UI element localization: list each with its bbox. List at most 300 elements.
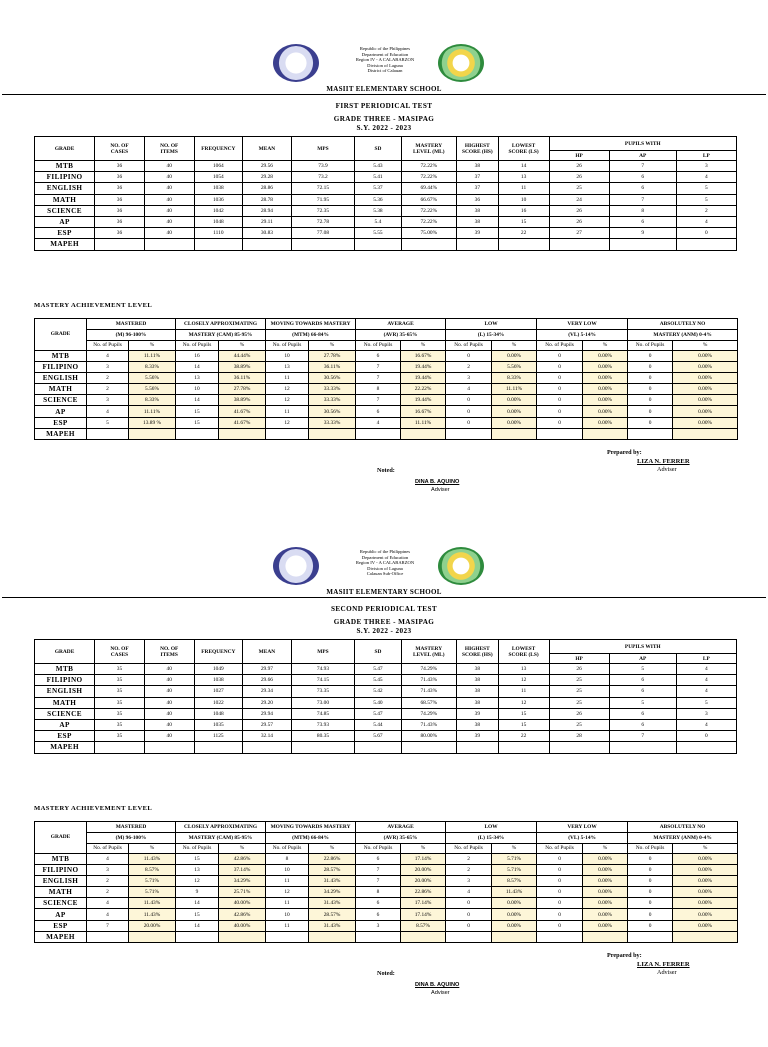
table-cell: 2 [87,373,129,384]
col-percent: % [401,844,446,854]
table-cell: 8.57% [401,920,446,931]
col-no-of-pupils: No. of Pupils [266,844,309,854]
table-cell: 0.00% [583,373,628,384]
col-mean: MEAN [243,137,292,161]
table-cell: 0.00% [583,920,628,931]
table-cell: 0 [537,351,583,362]
table-cell: 29.66 [243,675,292,686]
table-cell [537,428,583,439]
table-cell: 4 [676,216,736,227]
col-highest: HIGHEST SCORE (HS) [457,137,499,161]
table-cell [219,428,266,439]
table-cell: 40 [144,216,194,227]
mastery-group-6: ABSOLUTELY NO [628,319,738,330]
table-cell: 5.55 [355,228,401,239]
table-cell: 1022 [194,697,243,708]
col-hp: HP [549,654,609,664]
table-cell: 73.2 [291,172,355,183]
table-cell: 5.71% [129,876,176,887]
table-cell: 2 [446,854,492,865]
mastery-range-3: (AVR) 35-65% [356,833,446,844]
table-cell [457,742,499,753]
grade-section: GRADE THREE - MASIPAG [333,618,435,626]
table-cell: 0 [446,395,492,406]
table-cell: 27 [549,228,609,239]
table-cell: 38 [457,161,499,172]
col-lowest: LOWEST SCORE (LS) [498,137,549,161]
table-row [35,216,737,227]
table-cell [676,742,736,753]
table-row [35,183,737,194]
mastery-range-3: (AVR) 35-65% [356,330,446,341]
table-cell [266,428,309,439]
col-no-of-pupils: No. of Pupils [87,844,129,854]
subject-cell: ESP [35,228,95,239]
table-cell [498,742,549,753]
table-cell: 1038 [194,675,243,686]
mastery-range-0: (M) 96-100% [87,330,176,341]
table-cell: 1035 [194,719,243,730]
table-cell: 0.00% [583,406,628,417]
table-cell: 37 [457,172,499,183]
table-cell [144,239,194,250]
district-seal-icon [438,44,484,82]
table-cell: 0.00% [492,909,537,920]
table-cell: 25 [549,183,609,194]
table-row [35,854,738,865]
table-cell: 3 [676,708,736,719]
table-cell: 39 [457,731,499,742]
table-cell: 4 [87,406,129,417]
table-cell: 16 [498,205,549,216]
col-mean: MEAN [243,640,292,664]
table-cell: 38 [457,205,499,216]
mastery-subheader-row [35,844,738,854]
table-cell: 26 [549,216,609,227]
table-cell: 38 [457,686,499,697]
table-cell: 1042 [194,205,243,216]
table-cell: 1048 [194,216,243,227]
table-cell: 0.00% [583,417,628,428]
col-percent: % [309,844,356,854]
col-percent: % [673,341,738,351]
table-cell: 0.00% [673,876,738,887]
preparer-name: LIZA N. FERRER [637,458,690,465]
table-cell: 16.67% [401,351,446,362]
table-cell: 36 [95,194,145,205]
table-cell: 14 [176,362,219,373]
table-cell: 32.14 [243,731,292,742]
school-name: MASIIT ELEMENTARY SCHOOL [326,588,442,596]
subject-cell: FILIPINO [35,172,95,183]
table-cell: 5.36 [355,194,401,205]
subject-cell: AP [35,909,87,920]
table-cell: 3 [87,362,129,373]
table-cell [291,239,355,250]
table-cell: 3 [356,920,401,931]
subject-cell: MTB [35,351,87,362]
table-cell: 22 [498,228,549,239]
subject-cell: MAPEH [35,239,95,250]
table-cell: 11 [498,183,549,194]
table-cell: 74.85 [291,708,355,719]
table-cell: 0 [676,228,736,239]
table-cell [609,239,676,250]
mastery-group-4: LOW [446,822,537,833]
table-cell: 0 [537,920,583,931]
table-cell: 0.00% [583,362,628,373]
table-cell: 27.78% [309,351,356,362]
mastery-group-4: LOW [446,319,537,330]
table-cell: 25 [549,719,609,730]
table-row [35,708,737,719]
table-cell: 38 [457,216,499,227]
table-cell: 36 [95,161,145,172]
table-cell: 11 [498,686,549,697]
table-cell: 35 [95,708,145,719]
table-cell: 2 [87,887,129,898]
table-cell: 36 [95,172,145,183]
table-cell: 0.00% [583,898,628,909]
table-cell: 7 [356,362,401,373]
table-cell: 30.56% [309,373,356,384]
table-cell [356,931,401,942]
col-highest: HIGHEST SCORE (HS) [457,640,499,664]
table-row [35,920,738,931]
table-cell: 29.11 [243,216,292,227]
col-sd: SD [355,137,401,161]
table-cell: 5 [676,697,736,708]
col-percent: % [219,341,266,351]
preparer-role: Adviser [657,466,677,473]
table-cell: 4 [446,887,492,898]
table-row [35,675,737,686]
table-cell: 44.44% [219,351,266,362]
table-cell: 73.00 [291,697,355,708]
table-cell: 0 [628,865,673,876]
table-cell: 22.86% [309,854,356,865]
mastery-range-row [35,833,738,844]
mastery-range-1: MASTERY (CAM) 85-95% [176,833,266,844]
table-cell: 15 [498,216,549,227]
table-cell [401,742,457,753]
table-cell: 0.00% [583,854,628,865]
table-cell: 36 [95,216,145,227]
table-cell: 6 [609,172,676,183]
table-cell: 0.00% [583,384,628,395]
mastery-group-5: VERY LOW [537,319,628,330]
col-no-of-pupils: No. of Pupils [628,341,673,351]
table-cell: 0 [628,909,673,920]
subject-cell: SCIENCE [35,205,95,216]
col-percent: % [492,341,537,351]
table-cell: 26 [549,172,609,183]
table-cell [266,931,309,942]
table-cell: 37.14% [219,865,266,876]
table-cell: 35 [95,675,145,686]
table-cell: 24 [549,194,609,205]
col-no-of-pupils: No. of Pupils [446,844,492,854]
table-row [35,428,738,439]
table-cell: 5.56% [129,373,176,384]
mastery-group-3: AVERAGE [356,319,446,330]
table-cell: 0 [537,909,583,920]
table-cell [446,931,492,942]
table-cell: 20.00% [129,920,176,931]
table-cell: 11 [266,920,309,931]
table-cell: 4 [676,172,736,183]
mastery-range-5: (VL) 5-14% [537,330,628,341]
table-cell: 1125 [194,731,243,742]
table-cell [401,239,457,250]
table-cell: 33.33% [309,417,356,428]
table-cell [583,428,628,439]
table-cell [401,931,446,942]
table-cell: 7 [609,161,676,172]
table-cell: 0.00% [492,920,537,931]
table-cell: 72.22% [401,161,457,172]
table-cell: 0.00% [583,395,628,406]
subject-cell: AP [35,719,95,730]
table-cell: 0 [628,384,673,395]
table-cell: 33.33% [309,384,356,395]
col-percent: % [129,341,176,351]
mastery-range-2: (MTM) 66-84% [266,330,356,341]
col-lowest: LOWEST SCORE (LS) [498,640,549,664]
subject-cell: MATH [35,887,87,898]
table-cell: 74.29% [401,708,457,719]
table-row [35,719,737,730]
table-cell: 26 [549,161,609,172]
mastery-group-0: MASTERED [87,822,176,833]
table-cell: 40 [144,228,194,239]
table-cell: 11.43% [492,887,537,898]
subject-cell: AP [35,406,87,417]
table-cell: 5 [676,194,736,205]
mastery-group-3: AVERAGE [356,822,446,833]
table-cell: 28.78 [243,194,292,205]
table-cell: 0 [537,373,583,384]
table-cell: 0.00% [492,406,537,417]
table-cell: 29.94 [243,708,292,719]
subject-cell: ESP [35,920,87,931]
table-cell: 40 [144,161,194,172]
subject-cell: MATH [35,194,95,205]
table-cell: 1064 [194,161,243,172]
table-cell: 0.00% [492,417,537,428]
table-cell: 17.14% [401,854,446,865]
table-cell: 11.43% [129,909,176,920]
table-cell: 0.00% [673,373,738,384]
col-percent: % [401,341,446,351]
mastery-range-0: (M) 96-100% [87,833,176,844]
table-cell: 0 [628,406,673,417]
table-cell: 75.00% [401,228,457,239]
table-row [35,865,738,876]
table-cell [309,428,356,439]
col-mps: MPS [291,137,355,161]
noted-label: Noted: [377,970,395,977]
table-cell: 11 [266,898,309,909]
prepared-by-label: Prepared by: [607,952,642,959]
table-row [35,664,737,675]
table-cell: 28.57% [309,909,356,920]
table-cell: 4 [676,675,736,686]
table-cell: 29.56 [243,161,292,172]
table-cell: 3 [676,161,736,172]
table-cell: 31.43% [309,920,356,931]
table-cell [129,931,176,942]
table-cell: 74.29% [401,664,457,675]
table-cell: 4 [87,854,129,865]
col-cases: NO. OF CASES [95,640,145,664]
subject-cell: MAPEH [35,742,95,753]
table-cell: 14 [176,395,219,406]
table-cell: 3 [446,373,492,384]
table-row [35,161,737,172]
table-cell: 22.86% [401,887,446,898]
table-cell: 10 [266,865,309,876]
table-cell: 0.00% [583,865,628,876]
subject-cell: FILIPINO [35,675,95,686]
preparer-name: LIZA N. FERRER [637,961,690,968]
table-cell: 40.00% [219,920,266,931]
table-cell: 19.44% [401,362,446,373]
table-cell: 8.57% [492,876,537,887]
col-percent: % [492,844,537,854]
col-grade: GRADE [35,640,95,664]
table-cell: 38 [457,719,499,730]
table-cell: 36 [95,228,145,239]
mastery-range-6: MASTERY (ANM) 0-4% [628,833,738,844]
table-cell: 17.14% [401,898,446,909]
table-cell: 15 [176,854,219,865]
table-cell: 14 [176,920,219,931]
table-cell: 19.44% [401,373,446,384]
col-percent: % [129,844,176,854]
table-cell: 5.37 [355,183,401,194]
mastery-group-2: MOVING TOWARDS MASTERY [266,822,356,833]
table-cell: 33.33% [309,395,356,406]
table-cell [356,428,401,439]
table-cell: 2 [87,384,129,395]
letterhead [0,547,768,585]
mastery-group-5: VERY LOW [537,822,628,833]
table-cell: 25 [549,686,609,697]
report-page-1 [0,44,768,544]
col-grade: GRADE [35,319,87,351]
table-cell: 6 [609,708,676,719]
table-cell: 6 [609,216,676,227]
table-cell: 30.83 [243,228,292,239]
table-cell: 13 [176,865,219,876]
table-cell: 11 [266,373,309,384]
table-cell: 69.44% [401,183,457,194]
table-cell: 0.00% [673,417,738,428]
table-cell: 73.35 [291,686,355,697]
noter-name: DINA B. AQUINO [415,479,460,485]
table-cell: 11.43% [129,898,176,909]
table-cell: 0 [628,362,673,373]
district-seal-icon [438,547,484,585]
table-cell: 27.78% [219,384,266,395]
summary-header-row [35,137,737,151]
table-cell: 80.35 [291,731,355,742]
table-cell: 0 [537,898,583,909]
table-cell: 29.34 [243,686,292,697]
table-cell: 29.97 [243,664,292,675]
table-cell [401,428,446,439]
header-rule [2,94,766,95]
table-cell: 17.14% [401,909,446,920]
table-cell: 36.11% [219,373,266,384]
subject-cell: MTB [35,854,87,865]
subject-cell: SCIENCE [35,898,87,909]
table-cell: 74.93 [291,664,355,675]
table-cell: 19.44% [401,395,446,406]
table-cell: 5.40 [355,697,401,708]
school-name: MASIIT ELEMENTARY SCHOOL [326,85,442,93]
table-cell: 9 [609,228,676,239]
table-cell: 26 [549,708,609,719]
subject-cell: ENGLISH [35,183,95,194]
table-cell: 0 [628,417,673,428]
table-cell: 12 [266,887,309,898]
table-cell: 14 [176,898,219,909]
mastery-group-0: MASTERED [87,319,176,330]
table-cell: 2 [676,205,736,216]
table-cell: 31.43% [309,898,356,909]
table-cell: 0.00% [673,854,738,865]
table-cell: 4 [356,417,401,428]
table-cell: 31.43% [309,876,356,887]
table-cell: 1036 [194,194,243,205]
col-sd: SD [355,640,401,664]
table-cell [194,239,243,250]
table-row [35,373,738,384]
table-cell: 34.29% [219,876,266,887]
table-cell: 40 [144,731,194,742]
table-cell: 42.86% [219,909,266,920]
table-cell: 5.67 [355,731,401,742]
col-percent: % [309,341,356,351]
table-row [35,172,737,183]
table-cell: 71.95 [291,194,355,205]
table-row [35,686,737,697]
table-cell: 0 [446,920,492,931]
table-cell: 0.00% [583,876,628,887]
mastery-table [34,821,738,943]
table-cell: 0 [446,909,492,920]
table-cell: 13 [498,172,549,183]
table-cell: 25.71% [219,887,266,898]
table-cell: 13 [498,664,549,675]
table-cell: 11 [266,876,309,887]
table-cell: 0 [537,395,583,406]
col-mastery-level: MASTERY LEVEL (ML) [401,640,457,664]
table-cell: 0.00% [673,920,738,931]
table-cell: 8.33% [492,373,537,384]
table-cell: 8.57% [129,865,176,876]
table-cell: 40 [144,675,194,686]
table-cell: 10 [266,351,309,362]
table-cell: 20.00% [401,876,446,887]
table-cell: 8 [266,854,309,865]
table-cell: 22.22% [401,384,446,395]
table-cell: 6 [609,675,676,686]
table-cell: 7 [356,395,401,406]
table-row [35,384,738,395]
